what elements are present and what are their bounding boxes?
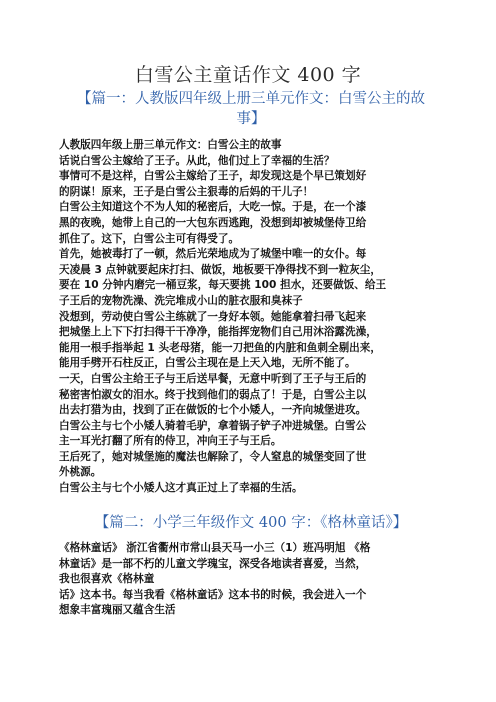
text-line: 王后死了，她对城堡施的魔法也解除了，令人窒息的城堡变回了世 <box>59 450 367 463</box>
text-line: 能用手劈开石柱反正，白雪公主现在是上天入地，无所不能了。 <box>59 357 356 370</box>
text-line: 子王后的宠物洗澡、洗完堆成小山的脏衣服和臭袜子 <box>59 294 303 307</box>
text-line: 天凌晨 3 点钟就要起床打扫、做饭，地板要干净得找不到一粒灰尘， <box>59 263 381 276</box>
text-line: 出去打猎为由，找到了正在做饭的七个小矮人，一齐向城堡进攻。 <box>59 404 367 417</box>
text-line: 一天，白雪公主给王子与王后送早餐，无意中听到了王子与王后的 <box>59 372 367 385</box>
section-2-body <box>59 541 447 619</box>
text-line: 我也很喜欢《格林童 <box>59 573 155 586</box>
text-line: 没想到，劳动使白雪公主练就了一身好本领。她能拿着扫帚飞起来 <box>59 310 367 323</box>
text-line: 要在 10 分钟内磨完一桶豆浆，每天要挑 100 担水，还要做饭、给王 <box>59 279 387 292</box>
text-line: 黑的夜晚，她带上自己的一大包东西逃跑，没想到却被城堡侍卫给 <box>59 216 367 229</box>
text-line: 林童话》是一部不朽的儿童文学瑰宝，深受各地读者喜爱，当然， <box>59 557 367 570</box>
section-1-body <box>59 138 447 497</box>
text-line: 想象丰富瑰丽又蕴含生活 <box>59 604 176 617</box>
text-line: 主一耳光打翻了所有的侍卫，冲向王子与王后。 <box>59 435 282 448</box>
text-line: 白雪公主与七个小矮人骑着毛驴，拿着锅子铲子冲进城堡。白雪公 <box>59 419 367 432</box>
section-1-heading-line-1: 【篇一：人教版四年级上册三单元作文：白雪公主的故 <box>77 91 425 107</box>
text-line: 白雪公主知道这个不为人知的秘密后，大吃一惊。于是，在一个漆 <box>59 201 367 214</box>
text-line: 话说白雪公主嫁给了王子。从此，他们过上了幸福的生活？ <box>59 154 335 167</box>
text-line: 秘密害怕淑女的泪水。终于找到他们的弱点了！于是，白雪公主以 <box>59 388 367 401</box>
text-line: 的阴谋！原来，王子是白雪公主狠毒的后妈的干儿子！ <box>59 185 314 198</box>
text-line: 《格林童话》 浙江省衢州市常山县天马一小三（1）班冯明旭 《格 <box>59 542 371 554</box>
section-2-heading: 【篇二：小学三年级作文 400 字：《格林童话》】 <box>94 515 408 531</box>
text-line: 把城堡上上下下打扫得干干净净，能指挥宠物们自己用沐浴露洗澡， <box>59 326 377 339</box>
text-line: 能用一根手指举起 1 头老母猪，能一刀把鱼的内脏和鱼刺全剔出来， <box>59 341 381 354</box>
text-line: 话》这本书。每当我看《格林童话》这本书的时候，我会进入一个 <box>59 588 367 601</box>
text-line: 人教版四年级上册三单元作文：白雪公主的故事 <box>59 139 282 151</box>
text-line: 白雪公主与七个小矮人这才真正过上了幸福的生活。 <box>59 482 303 495</box>
text-line: 事情可不是这样，白雪公主嫁给了王子，却发现这是个早已策划好 <box>59 170 367 183</box>
section-1-heading-line-2: 事】 <box>236 111 266 127</box>
text-line: 外桃源。 <box>59 466 102 479</box>
text-line: 首先，她被毒打了一顿，然后光荣地成为了城堡中唯一的女仆。每 <box>59 248 367 261</box>
section-1-heading <box>56 89 446 129</box>
text-line: 抓住了。这下，白雪公主可有得受了。 <box>59 232 240 245</box>
document-title: 白雪公主童话作文 400 字 <box>134 64 362 86</box>
